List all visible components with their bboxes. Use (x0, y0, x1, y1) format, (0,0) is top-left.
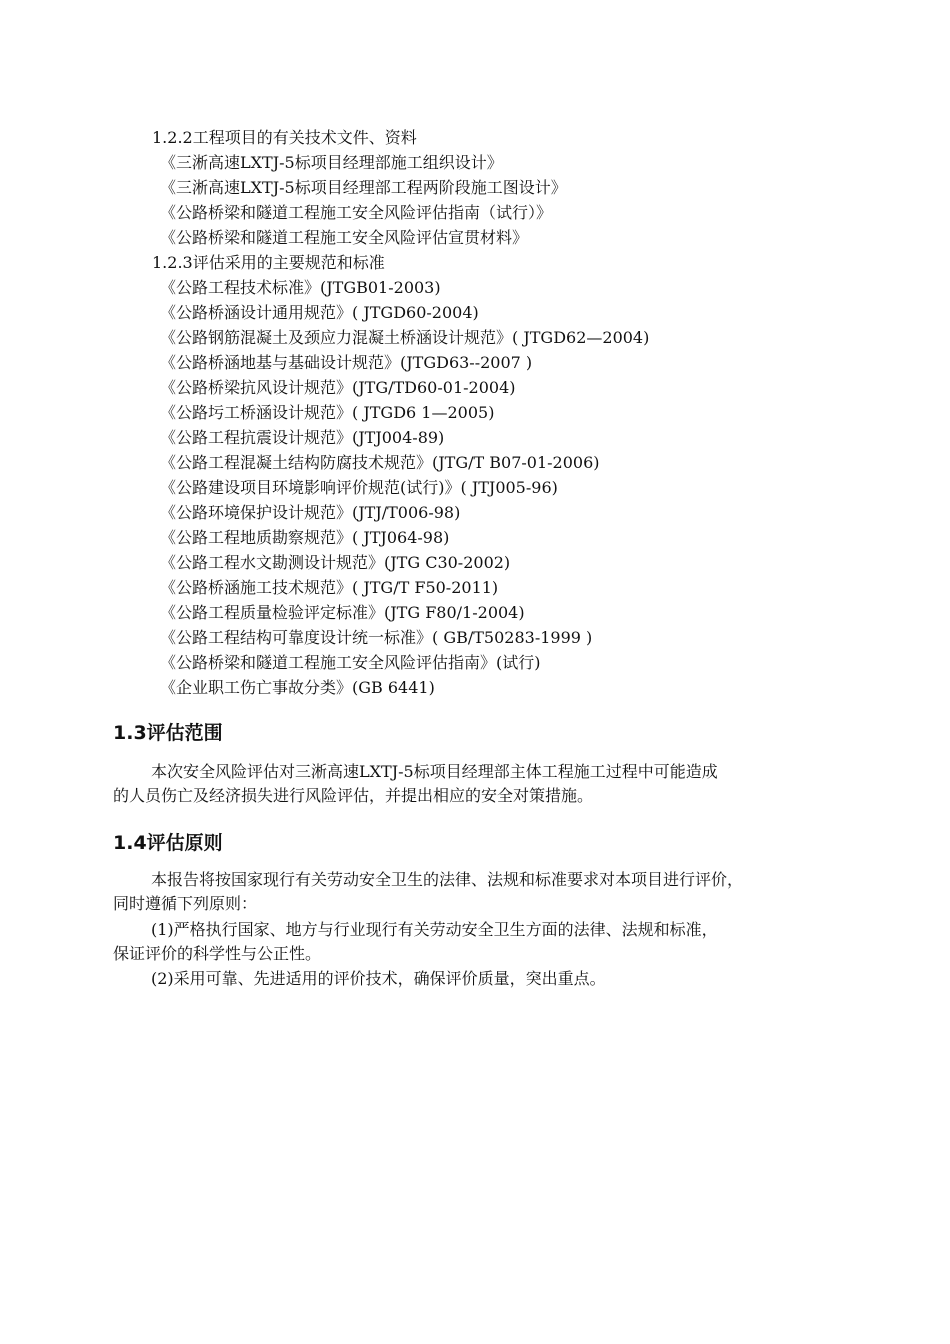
standard-item: 《公路桥涵设计通用规范》( JTGD60-2004) (160, 303, 479, 322)
principle-intro-paragraph (113, 868, 853, 916)
paragraph-line: 的人员伤亡及经济损失进行风险评估，并提出相应的安全对策措施。 (113, 786, 594, 805)
standard-item: 《公路桥梁抗风设计规范》(JTG/TD60-01-2004) (160, 378, 516, 397)
standard-item: 《公路工程混凝土结构防腐技术规范》(JTG/T B07-01-2006) (160, 453, 600, 472)
standard-item: 《公路工程水文勘测设计规范》(JTG C30-2002) (160, 553, 511, 572)
paragraph-line: (2)采用可靠、先进适用的评价技术，确保评价质量，突出重点。 (151, 969, 606, 988)
standard-item: 《公路圬工桥涵设计规范》( JTGD6 1—2005) (160, 403, 495, 422)
principle-1-paragraph (113, 918, 853, 966)
standard-item: 《公路工程结构可靠度设计统一标准》( GB/T50283-1999 ) (160, 628, 593, 647)
subsection-heading-1-2-3: 1.2.3评估采用的主要规范和标准 (152, 253, 385, 272)
subsection-heading-1-2-2: 1.2.2工程项目的有关技术文件、资料 (152, 128, 417, 147)
paragraph-line: 本次安全风险评估对三淅高速LXTJ-5标项目经理部主体工程施工过程中可能造成 (151, 762, 718, 781)
standard-item: 《公路桥梁和隧道工程施工安全风险评估指南》(试行) (160, 653, 541, 672)
standard-item: 《公路工程技术标准》(JTGB01-2003) (160, 278, 441, 297)
standard-item: 《公路桥涵施工技术规范》( JTG/T F50-2011) (160, 578, 499, 597)
paragraph-line: 同时遵循下列原则： (113, 894, 258, 913)
paragraph-line: 保证评价的科学性与公正性。 (113, 944, 322, 963)
section-heading-1-4: 1.4评估原则 (113, 832, 223, 854)
standard-item: 《公路钢筋混凝土及颈应力混凝土桥涵设计规范》( JTGD62—2004) (160, 328, 650, 347)
principle-2-paragraph (113, 967, 853, 991)
reference-item: 《公路桥梁和隧道工程施工安全风险评估指南（试行）》 (160, 203, 553, 222)
standard-item: 《公路环境保护设计规范》(JTJ/T006-98) (160, 503, 461, 522)
paragraph-line: 本报告将按国家现行有关劳动安全卫生的法律、法规和标准要求对本项目进行评价， (151, 870, 744, 889)
section-heading-1-3: 1.3评估范围 (113, 722, 223, 744)
standard-item: 《公路建设项目环境影响评价规范(试行)》( JTJ005-96) (160, 478, 558, 497)
standard-item: 《公路工程地质勘察规范》( JTJ064-98) (160, 528, 450, 547)
standard-item: 《公路工程抗震设计规范》(JTJ004-89) (160, 428, 445, 447)
paragraph-line: (1)严格执行国家、地方与行业现行有关劳动安全卫生方面的法律、法规和标准， (151, 920, 718, 939)
standard-item: 《公路桥涵地基与基础设计规范》(JTGD63--2007 ) (160, 353, 533, 372)
reference-item: 《三淅高速LXTJ-5标项目经理部施工组织设计》 (160, 153, 503, 172)
standard-item: 《公路工程质量检验评定标准》(JTG F80/1-2004) (160, 603, 525, 622)
reference-item: 《三淅高速LXTJ-5标项目经理部工程两阶段施工图设计》 (160, 178, 567, 197)
reference-item: 《公路桥梁和隧道工程施工安全风险评估宣贯材料》 (160, 228, 529, 247)
scope-paragraph (113, 760, 853, 808)
standard-item: 《企业职工伤亡事故分类》(GB 6441) (160, 678, 435, 697)
